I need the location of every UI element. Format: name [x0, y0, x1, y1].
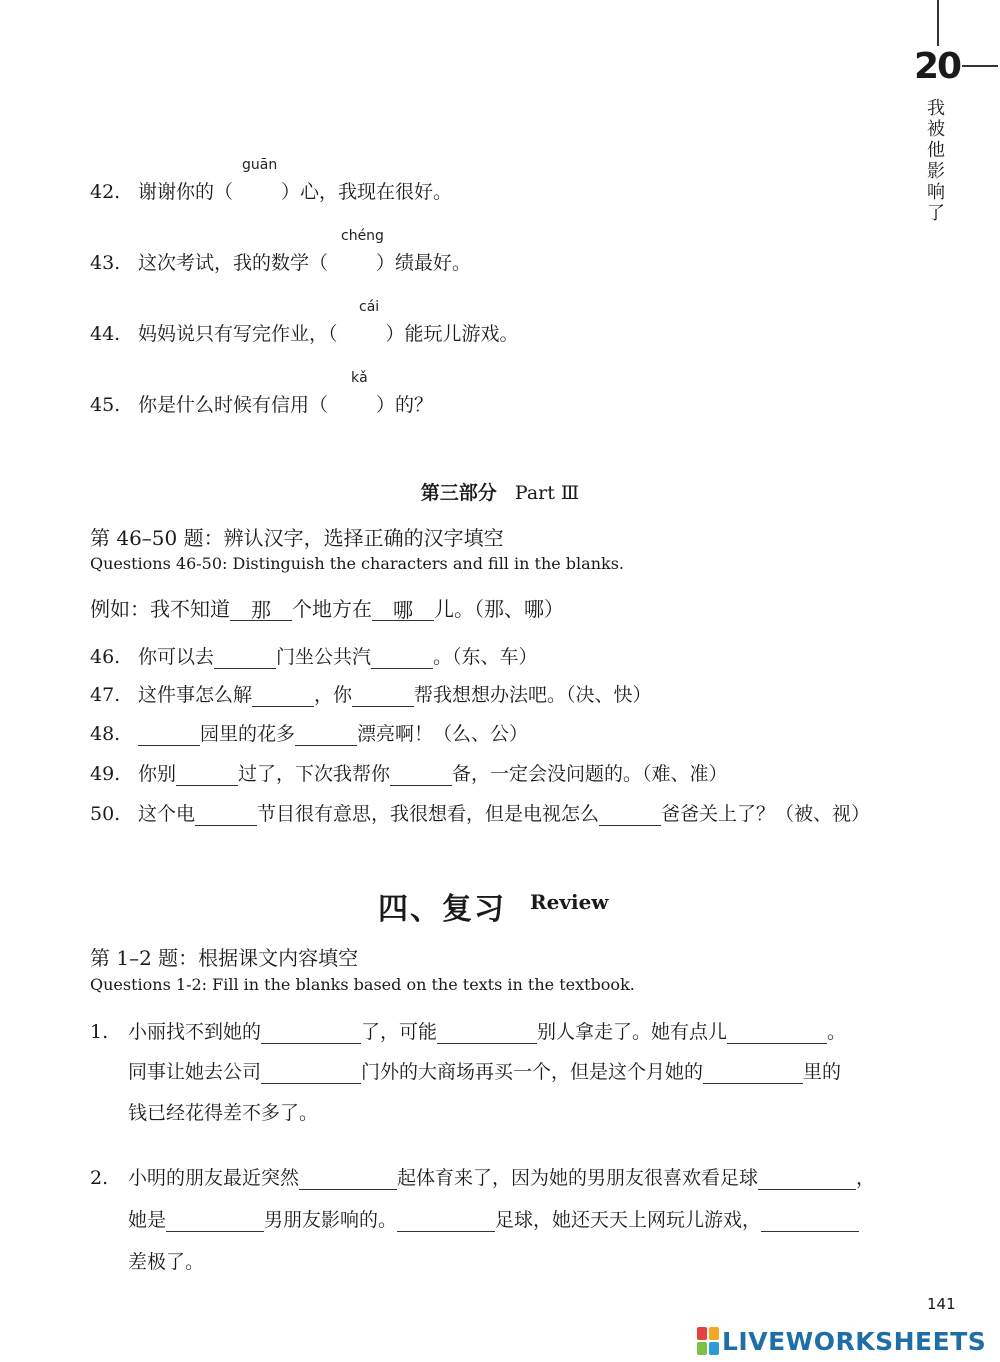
review-q1-line1	[90, 1020, 846, 1044]
answer-blank-1[interactable]	[214, 646, 276, 669]
example-answer-2: 哪	[372, 598, 434, 621]
answer-blank[interactable]	[761, 1209, 859, 1232]
chapter-title: 我被他影响了	[927, 98, 945, 224]
question-text: ，	[856, 1167, 876, 1189]
question-text: 。	[827, 1021, 847, 1043]
chapter-number: 20	[914, 46, 961, 87]
answer-blank[interactable]	[727, 1021, 827, 1044]
question-text: 了，可能	[361, 1021, 438, 1043]
review-instruction-en: Questions 1-2: Fill in the blanks based on the texts in the textbook.	[90, 975, 635, 994]
question-text: 门坐公共汽	[276, 646, 372, 668]
example-row	[90, 597, 564, 621]
review-q1-line3: 钱已经花得差不多了。	[128, 1102, 319, 1124]
answer-blank-2[interactable]	[352, 684, 414, 707]
pinyin-45: kǎ	[351, 370, 368, 386]
answer-blank[interactable]	[299, 1167, 397, 1190]
answer-blank-2[interactable]	[390, 763, 452, 786]
review-q2-line3: 差极了。	[128, 1251, 205, 1273]
question-text: 这件事怎么解	[138, 684, 253, 706]
liveworksheets-logo[interactable]	[697, 1325, 986, 1357]
question-text: 里的	[803, 1061, 842, 1083]
question-text: 别人拿走了。她有点儿	[537, 1021, 728, 1043]
answer-blank-1[interactable]	[176, 763, 238, 786]
question-text: 你别	[138, 763, 177, 785]
example-text: 我不知道	[150, 597, 230, 621]
question-text: 这个电	[138, 803, 196, 825]
question-text: 起体育来了，因为她的男朋友很喜欢看足球	[397, 1167, 759, 1189]
question-number: 43.	[90, 252, 121, 274]
question-text: 你可以去	[138, 646, 215, 668]
question-48	[90, 722, 528, 746]
part3-title	[0, 478, 1000, 505]
answer-blank[interactable]	[166, 1209, 264, 1232]
part3-instruction-cn: 第 46–50 题：辨认汉字，选择正确的汉字填空	[90, 526, 504, 550]
question-text: 小丽找不到她的	[128, 1021, 262, 1043]
answer-blank[interactable]	[397, 1209, 495, 1232]
question-text: 。（东、车）	[433, 646, 538, 668]
review-instruction-cn: 第 1–2 题：根据课文内容填空	[90, 946, 359, 970]
question-text-before: 谢谢你的（	[138, 181, 234, 203]
question-text: 节目很有意思，我很想看，但是电视怎么	[257, 803, 600, 825]
answer-blank[interactable]	[437, 1021, 537, 1044]
chapter-rule-top	[937, 0, 939, 46]
part3-title-en: Part Ⅲ	[514, 482, 580, 504]
question-text: 帮我想想办法吧。（决、快）	[414, 684, 652, 706]
question-text: 她是	[128, 1209, 167, 1231]
question-text-before: 你是什么时候有信用（	[138, 394, 329, 416]
answer-blank[interactable]	[261, 1021, 361, 1044]
example-text: 个地方在	[292, 597, 372, 621]
answer-blank[interactable]	[261, 1061, 361, 1084]
answer-blank-1[interactable]	[252, 684, 314, 707]
part3-instruction-en: Questions 46-50: Distinguish the characters and fill in the blanks.	[90, 554, 624, 573]
pinyin-44: cái	[359, 299, 380, 315]
review-q1-line2	[128, 1060, 841, 1084]
question-number: 46.	[90, 646, 121, 668]
question-text-before: 这次考试，我的数学（	[138, 252, 329, 274]
question-number: 1.	[90, 1021, 109, 1043]
answer-blank-1[interactable]	[138, 723, 200, 746]
answer-blank-2[interactable]	[295, 723, 357, 746]
chapter-rule-right	[962, 65, 998, 67]
question-text-after: ）绩最好。	[376, 252, 472, 274]
part3-title-cn: 第三部分	[420, 482, 497, 504]
question-49	[90, 762, 728, 786]
review-q2-line2	[128, 1208, 859, 1232]
question-text: 爸爸关上了？（被、视）	[661, 803, 871, 825]
example-text: 儿。（那、哪）	[434, 597, 564, 621]
pinyin-42: guān	[242, 157, 278, 173]
liveworksheets-brand-text: LIVEWORKSHEETS	[722, 1326, 987, 1356]
question-44	[90, 322, 519, 346]
question-text: 同事让她去公司	[128, 1061, 262, 1083]
question-text: 足球，她还天天上网玩儿游戏，	[495, 1209, 762, 1231]
answer-blank-2[interactable]	[599, 803, 661, 826]
question-text: 漂亮啊！（么、公）	[357, 723, 529, 745]
question-text-after: ）心，我现在很好。	[281, 181, 453, 203]
question-text: 备，一定会没问题的。（难、准）	[452, 763, 728, 785]
answer-blank[interactable]	[703, 1061, 803, 1084]
question-number: 42.	[90, 181, 121, 203]
review-title: 四、复习	[378, 892, 506, 927]
question-text: 过了，下次我帮你	[238, 763, 391, 785]
question-text: ，你	[314, 684, 353, 706]
question-46	[90, 645, 538, 669]
question-50	[90, 802, 870, 826]
question-number: 2.	[90, 1167, 109, 1189]
question-text-after: ）的？	[376, 394, 434, 416]
question-number: 50.	[90, 803, 121, 825]
question-45	[90, 393, 433, 417]
question-text-before: 妈妈说只有写完作业，（	[138, 323, 338, 345]
review-title-en: Review	[530, 890, 609, 914]
question-text: 园里的花多	[200, 723, 296, 745]
question-text: 男朋友影响的。	[264, 1209, 398, 1231]
question-number: 44.	[90, 323, 121, 345]
question-text: 小明的朋友最近突然	[128, 1167, 300, 1189]
example-label: 例如：	[90, 597, 150, 621]
question-number: 48.	[90, 723, 121, 745]
review-q2-line1	[90, 1166, 875, 1190]
question-47	[90, 683, 652, 707]
question-number: 47.	[90, 684, 121, 706]
question-text: 门外的大商场再买一个，但是这个月她的	[361, 1061, 704, 1083]
question-number: 49.	[90, 763, 121, 785]
example-answer-1: 那	[230, 598, 292, 621]
answer-blank[interactable]	[758, 1167, 856, 1190]
question-number: 45.	[90, 394, 121, 416]
page-number: 141	[927, 1295, 956, 1313]
answer-blank-2[interactable]	[371, 646, 433, 669]
question-43	[90, 251, 471, 275]
pinyin-43: chéng	[341, 228, 384, 244]
question-text-after: ）能玩儿游戏。	[385, 323, 519, 345]
liveworksheets-logo-icon	[697, 1327, 719, 1355]
question-42	[90, 180, 452, 204]
answer-blank-1[interactable]	[195, 803, 257, 826]
